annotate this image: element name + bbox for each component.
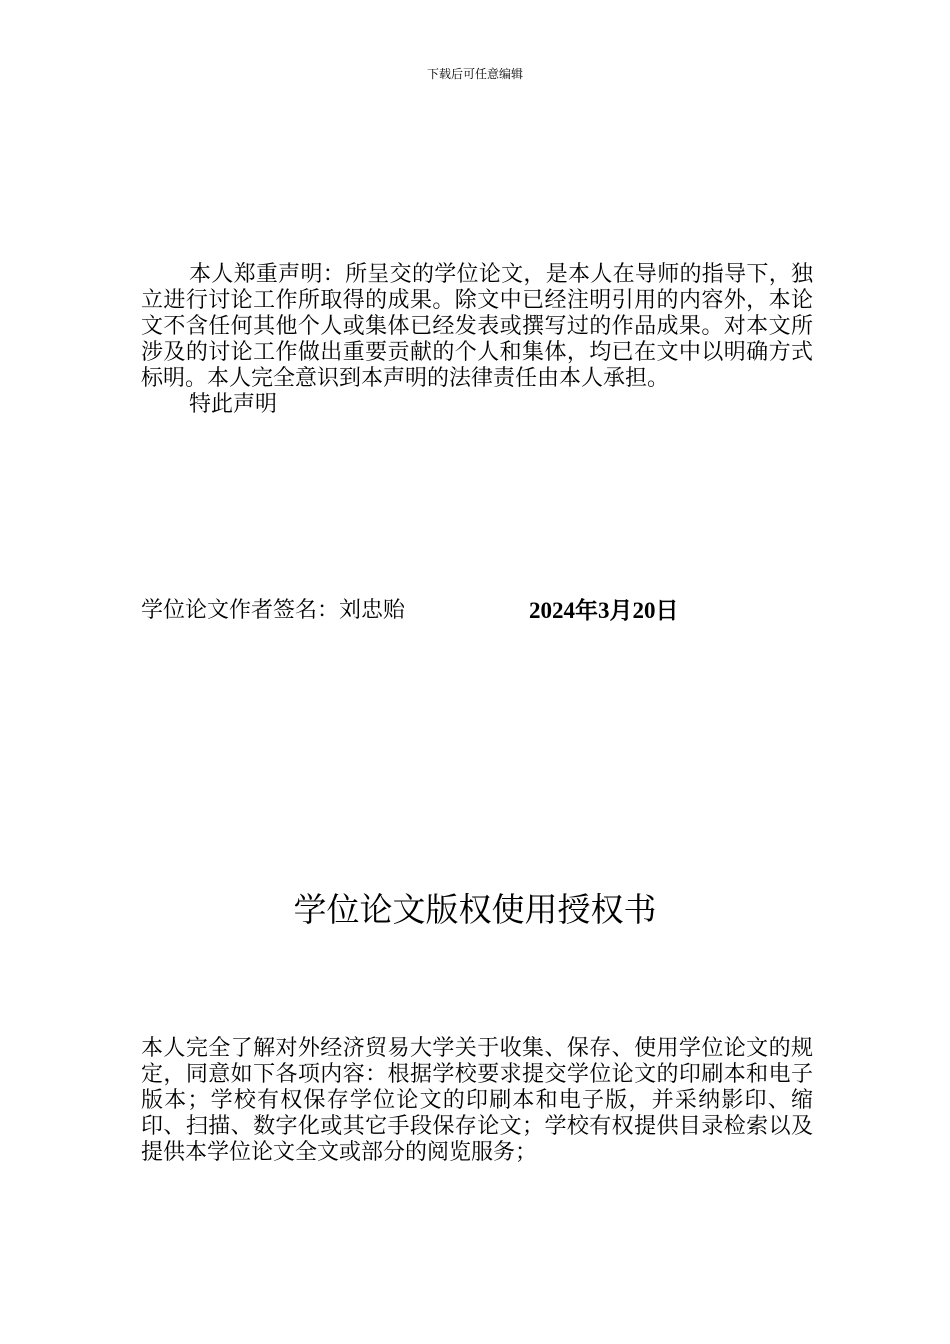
signature-group xyxy=(141,597,405,625)
declaration-closing: 特此声明 xyxy=(189,392,278,417)
authorization-section xyxy=(141,1036,813,1166)
signature-label: 学位论文作者签名： xyxy=(141,598,340,623)
declaration-paragraph: 本人郑重声明：所呈交的学位论文，是本人在导师的指导下，独立进行讨论工作所取得的成果。除文中已经注明引用的内容外，本论文不含任何其他个人或集体已经发表或撰写过的作品成果。对本文所涉及的讨论工作做出重要贡献的个人和集体，均已在文中以明确方式标明。本人完全意识到本声明的法律责任由本人承担。 xyxy=(141,262,813,391)
signature-line xyxy=(141,597,813,625)
authorization-paragraph: 本人完全了解对外经济贸易大学关于收集、保存、使用学位论文的规定，同意如下各项内容：根据学校要求提交学位论文的印刷本和电子版本；学校有权保存学位论文的印刷本和电子版，并采纳影印、缩印、扫描、数字化或其它手段保存论文；学校有权提供目录检索以及提供本学位论文全文或部分的阅览服务； xyxy=(141,1036,813,1165)
signature-date: 2024年3月20日 xyxy=(529,598,679,623)
authorization-title: 学位论文版权使用授权书 xyxy=(293,890,657,929)
declaration-section xyxy=(141,262,813,418)
page-header-note: 下载后可任意编辑 xyxy=(426,67,523,81)
author-name: 刘忠贻 xyxy=(339,598,406,623)
